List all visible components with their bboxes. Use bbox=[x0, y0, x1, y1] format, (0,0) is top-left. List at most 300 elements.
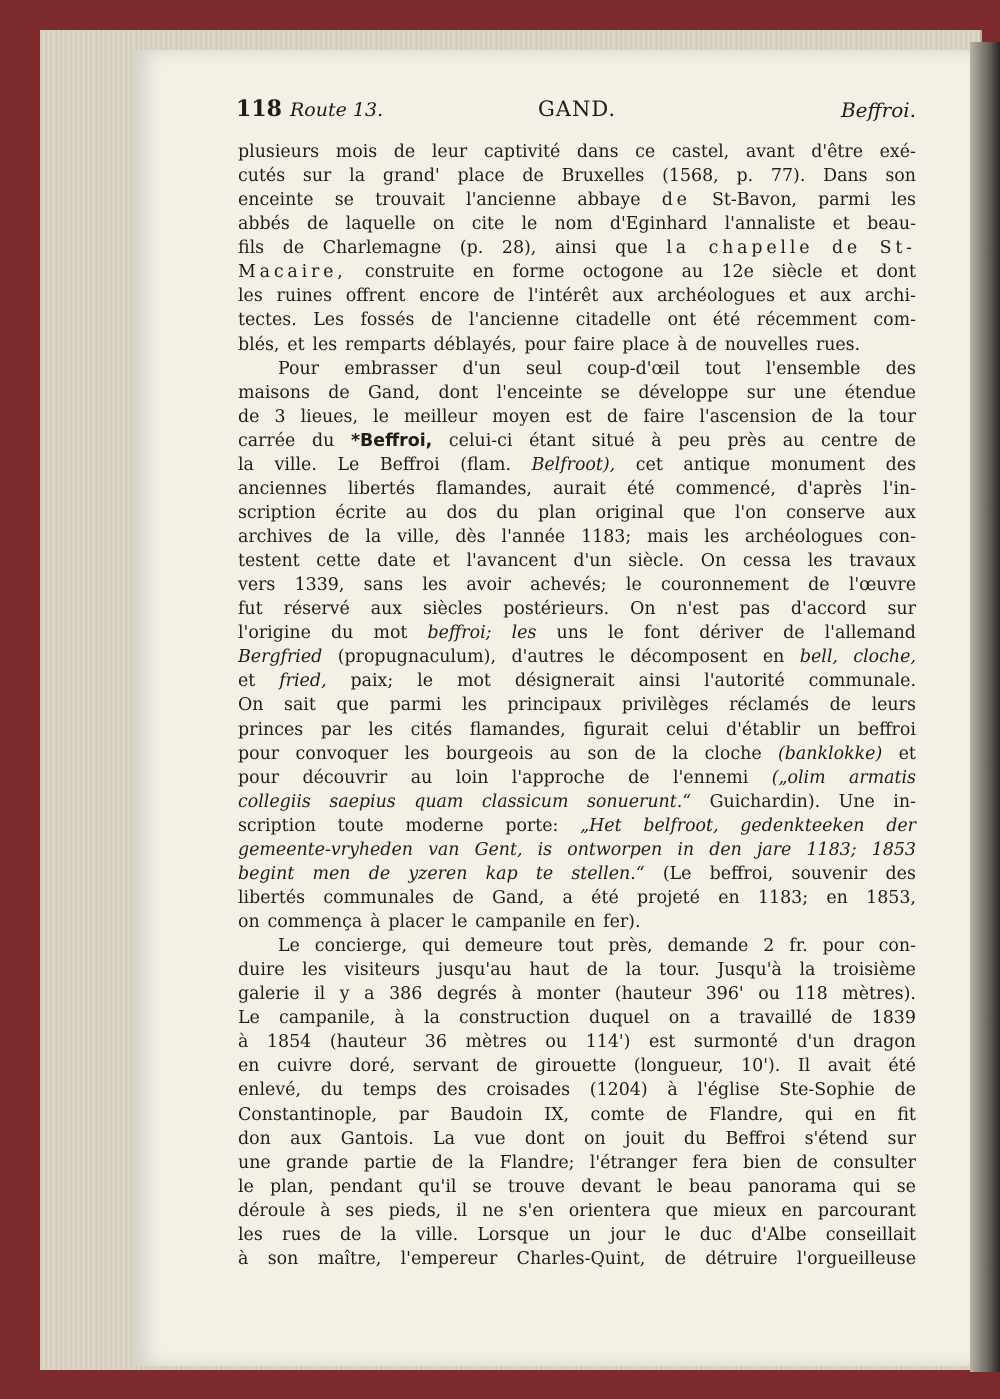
word: forme bbox=[512, 262, 565, 283]
word: paix; bbox=[350, 671, 394, 692]
word: 1839 bbox=[871, 1008, 916, 1029]
word: à bbox=[667, 1080, 678, 1101]
word: s'en bbox=[518, 1200, 554, 1221]
word: pour bbox=[238, 743, 280, 764]
word: son bbox=[587, 743, 619, 764]
word: plusieurs bbox=[238, 142, 320, 162]
text-line bbox=[238, 140, 916, 164]
word: den bbox=[709, 839, 742, 860]
word: (flam. bbox=[460, 454, 511, 475]
word: Jusqu'à bbox=[717, 960, 782, 981]
text-line bbox=[238, 381, 916, 405]
word: carrée bbox=[238, 430, 296, 451]
word: un bbox=[568, 1224, 591, 1245]
word: duire bbox=[238, 960, 285, 981]
word: réclamés bbox=[729, 695, 810, 716]
section-heading: Beffroi. bbox=[840, 98, 916, 122]
word: libertés bbox=[347, 478, 415, 499]
word: remparts bbox=[345, 334, 426, 355]
word: Le bbox=[337, 454, 360, 475]
word: faire bbox=[643, 406, 685, 427]
word: du bbox=[311, 430, 335, 451]
word: cessa bbox=[742, 551, 792, 572]
word: de bbox=[493, 286, 515, 307]
word: de bbox=[430, 310, 453, 331]
word: Gand, bbox=[492, 887, 545, 908]
word: ont bbox=[667, 310, 697, 331]
word: Lorsque bbox=[477, 1224, 550, 1245]
word: pendant bbox=[329, 1176, 403, 1197]
word: parmi bbox=[818, 190, 870, 211]
word: des bbox=[885, 863, 916, 884]
word: On bbox=[700, 551, 727, 572]
word: aux bbox=[370, 599, 403, 620]
word: a bbox=[562, 887, 573, 908]
word: d'autres bbox=[511, 647, 584, 668]
word: laquelle bbox=[345, 214, 416, 235]
word: de bbox=[695, 334, 717, 355]
word: le bbox=[656, 1176, 673, 1197]
word: des bbox=[885, 454, 916, 475]
word: l'on bbox=[734, 502, 767, 523]
word: découvrir bbox=[302, 767, 388, 788]
word: sans bbox=[363, 575, 404, 596]
word: la bbox=[380, 1224, 397, 1245]
word: de bbox=[894, 430, 916, 451]
word: ou bbox=[758, 984, 780, 1005]
word: gedenkteeken bbox=[740, 815, 865, 836]
word: Beffroi bbox=[725, 1128, 786, 1149]
word: 2 bbox=[763, 936, 775, 957]
word: armatis bbox=[848, 767, 916, 788]
word: pour bbox=[822, 936, 864, 957]
word: campanile, bbox=[279, 1008, 376, 1029]
word: à bbox=[511, 984, 522, 1005]
word: de bbox=[811, 406, 833, 427]
word: on bbox=[583, 1128, 606, 1149]
text-line bbox=[238, 742, 916, 766]
word: les bbox=[368, 719, 393, 740]
word: Il bbox=[797, 1056, 811, 1077]
word: travaux bbox=[849, 551, 916, 572]
word: Le bbox=[238, 1008, 260, 1029]
word: couronnement bbox=[661, 575, 789, 596]
word: décomposent bbox=[630, 647, 748, 668]
word: situé bbox=[591, 430, 635, 451]
text-line bbox=[238, 597, 916, 621]
word: des bbox=[885, 358, 916, 379]
word: monter bbox=[536, 984, 601, 1005]
word: yzeren bbox=[408, 863, 468, 884]
word: de bbox=[238, 406, 260, 427]
word: qui bbox=[852, 1176, 881, 1197]
word: degrés bbox=[436, 984, 497, 1005]
word: surmonté bbox=[693, 1032, 778, 1053]
word: belfroot, bbox=[643, 815, 719, 836]
word: moderne bbox=[405, 815, 484, 836]
word: de bbox=[328, 527, 350, 547]
word: de bbox=[452, 887, 474, 908]
word: jouit bbox=[624, 1128, 665, 1149]
word: les bbox=[422, 575, 448, 596]
word: ruines bbox=[276, 286, 332, 307]
word: mais bbox=[647, 527, 689, 547]
word: offrent bbox=[345, 286, 406, 307]
word: été bbox=[591, 887, 619, 908]
word: que bbox=[615, 238, 648, 259]
word: le bbox=[373, 406, 389, 427]
word: il bbox=[456, 1200, 468, 1221]
word: don bbox=[238, 1128, 271, 1149]
text-line bbox=[238, 284, 916, 308]
word: porte: bbox=[505, 815, 559, 836]
word: demeure bbox=[464, 936, 543, 957]
word: la bbox=[799, 960, 816, 981]
word: meilleur bbox=[403, 406, 478, 427]
word: les bbox=[238, 286, 263, 307]
word: parcourant bbox=[817, 1200, 916, 1221]
word: l'enceinte bbox=[496, 382, 583, 403]
word: campanile bbox=[475, 912, 566, 932]
word: près bbox=[727, 430, 767, 451]
word: jare bbox=[756, 839, 792, 860]
word: l'approche bbox=[511, 767, 605, 788]
word: et bbox=[238, 671, 256, 692]
word: au bbox=[681, 262, 704, 283]
text-line bbox=[238, 573, 916, 597]
text-line bbox=[238, 453, 916, 477]
word: de bbox=[666, 1104, 688, 1125]
word: grand' bbox=[382, 166, 440, 187]
word: commencé, bbox=[675, 478, 776, 499]
word: nouvelles bbox=[724, 334, 809, 355]
word: La bbox=[433, 1128, 455, 1149]
word: 36 bbox=[424, 1032, 447, 1053]
text-line bbox=[238, 1247, 916, 1271]
word: de bbox=[393, 142, 416, 162]
route-label: Route 13. bbox=[290, 99, 384, 121]
word: plan, bbox=[269, 1176, 314, 1197]
word: (p. bbox=[459, 238, 484, 259]
word: archéologues bbox=[744, 527, 863, 547]
word: Beffroi bbox=[379, 454, 440, 475]
word: à bbox=[394, 1008, 405, 1029]
word: l'année bbox=[501, 527, 566, 547]
word: (banklokke) bbox=[778, 743, 883, 764]
word: de bbox=[307, 214, 329, 235]
word: encore bbox=[419, 286, 480, 307]
word: sonuerunt.“ bbox=[586, 791, 692, 812]
word: mieux bbox=[713, 1200, 767, 1221]
word: l'étranger bbox=[589, 1152, 678, 1173]
word: (hauteur bbox=[614, 984, 692, 1005]
word: à bbox=[651, 430, 662, 451]
word: 28), bbox=[501, 238, 537, 259]
word: près, bbox=[608, 936, 653, 957]
word: maître, bbox=[317, 1248, 382, 1269]
word: conserve bbox=[786, 502, 866, 523]
word: pour bbox=[524, 334, 566, 355]
word: privilèges bbox=[621, 695, 709, 716]
word: 1339, bbox=[294, 575, 345, 596]
word: a bbox=[364, 984, 375, 1005]
word: beffroi bbox=[857, 719, 916, 740]
word: demande bbox=[667, 936, 749, 957]
word: archi- bbox=[864, 286, 916, 307]
word: se bbox=[600, 382, 621, 403]
word: du bbox=[320, 1080, 344, 1101]
word: on bbox=[238, 912, 260, 932]
text-line bbox=[238, 477, 916, 501]
word: (hauteur bbox=[329, 1032, 407, 1053]
word: qui bbox=[804, 1104, 833, 1125]
word: tout bbox=[557, 936, 594, 957]
word: des bbox=[436, 1080, 467, 1101]
word: 1853 bbox=[871, 839, 916, 860]
word: van bbox=[428, 839, 460, 860]
word: doré, bbox=[349, 1056, 396, 1077]
text-line bbox=[238, 838, 916, 862]
word: l'œuvre bbox=[848, 575, 916, 596]
text-line bbox=[238, 308, 916, 332]
word: galerie bbox=[238, 984, 300, 1005]
word: trouve bbox=[507, 1176, 565, 1197]
word: avait bbox=[827, 1056, 871, 1077]
word: les bbox=[312, 334, 338, 355]
word: Macaire, bbox=[238, 262, 347, 283]
word: aux bbox=[884, 502, 916, 523]
word: postérieurs. bbox=[503, 599, 610, 620]
word: dès bbox=[455, 527, 486, 547]
word: scription bbox=[238, 502, 316, 523]
word: le bbox=[598, 647, 615, 668]
word: archives bbox=[238, 527, 313, 547]
text-line bbox=[238, 621, 916, 645]
word: du bbox=[331, 623, 354, 644]
word: 396' bbox=[705, 984, 744, 1005]
word: ce bbox=[635, 142, 656, 162]
word: d'être bbox=[811, 142, 863, 162]
word: consulter bbox=[833, 1152, 916, 1173]
word: et bbox=[287, 334, 305, 355]
word: bourgeois bbox=[445, 743, 534, 764]
word: leur bbox=[431, 142, 468, 162]
word: seul bbox=[525, 358, 562, 379]
text-line bbox=[238, 236, 916, 260]
word: Belfroot), bbox=[531, 454, 616, 475]
word: se bbox=[334, 190, 354, 211]
text-line bbox=[238, 1199, 916, 1223]
word: Gantois. bbox=[340, 1128, 414, 1149]
word: IX, bbox=[544, 1104, 570, 1125]
word: le bbox=[521, 214, 538, 235]
word: et bbox=[840, 262, 858, 283]
text-line bbox=[238, 766, 916, 790]
word: der bbox=[886, 815, 916, 836]
word: conseillait bbox=[825, 1224, 916, 1245]
word: de bbox=[328, 382, 350, 403]
word: jusqu'au bbox=[437, 960, 512, 981]
word: l'intérêt bbox=[528, 286, 599, 307]
word: l'église bbox=[697, 1080, 760, 1101]
word: qu'il bbox=[418, 1176, 457, 1197]
word: siècle bbox=[772, 262, 823, 283]
text-line bbox=[238, 958, 916, 982]
word: beau- bbox=[867, 214, 916, 235]
word: communales bbox=[323, 887, 435, 908]
text-line bbox=[238, 1054, 916, 1078]
word: grande bbox=[286, 1152, 349, 1173]
word: chapelle bbox=[708, 238, 814, 259]
word: la bbox=[666, 238, 690, 259]
word: comte bbox=[590, 1104, 645, 1125]
word: bien bbox=[743, 1152, 782, 1173]
text-line bbox=[238, 669, 916, 693]
word: mètres). bbox=[842, 984, 916, 1005]
word: la bbox=[625, 960, 642, 981]
word: n'est bbox=[676, 599, 719, 620]
word: de bbox=[628, 767, 650, 788]
word: figurait bbox=[583, 719, 649, 740]
word: convoquer bbox=[295, 743, 389, 764]
word: cette bbox=[316, 551, 361, 572]
word: St-Bavon, bbox=[711, 190, 797, 211]
word: Gand, bbox=[368, 382, 421, 403]
text-line bbox=[238, 862, 916, 886]
word: il bbox=[314, 984, 326, 1005]
word: étendue bbox=[844, 382, 916, 403]
word: visiteurs bbox=[344, 960, 420, 981]
word: girouette bbox=[535, 1056, 617, 1077]
word: pas bbox=[739, 599, 770, 620]
word: le bbox=[238, 1176, 254, 1197]
word: une bbox=[793, 382, 827, 403]
text-line bbox=[238, 718, 916, 742]
text-line bbox=[238, 1127, 916, 1151]
word: con- bbox=[878, 527, 916, 547]
word: a bbox=[709, 1008, 720, 1029]
word: citadelle bbox=[575, 310, 652, 331]
word: dragon bbox=[853, 1032, 916, 1053]
word: Flandre; bbox=[499, 1152, 575, 1173]
word: moyen bbox=[492, 406, 551, 427]
text-line bbox=[238, 501, 916, 525]
word: *Beffroi, bbox=[350, 430, 433, 451]
word: panorama bbox=[747, 1176, 837, 1197]
word: Constantinople, bbox=[238, 1104, 378, 1125]
word: à bbox=[370, 912, 381, 932]
word: réservé bbox=[283, 599, 350, 620]
word: que bbox=[665, 1200, 699, 1221]
word: font bbox=[643, 623, 680, 644]
word: dans bbox=[576, 142, 619, 162]
word: Les bbox=[313, 310, 345, 331]
word: au bbox=[782, 430, 805, 451]
word: l'orgueilleuse bbox=[796, 1248, 916, 1269]
word: d'Albe bbox=[751, 1224, 807, 1245]
word: anciennes bbox=[238, 478, 327, 499]
word: l'ennemi bbox=[672, 767, 749, 788]
word: de bbox=[606, 406, 629, 427]
word: travaillé bbox=[739, 1008, 812, 1029]
word: pieds, bbox=[388, 1200, 442, 1221]
word: celui-ci bbox=[448, 430, 513, 451]
word: développe bbox=[638, 382, 729, 403]
word: été bbox=[626, 478, 655, 499]
word: ainsi bbox=[554, 238, 597, 259]
word: l'annaliste bbox=[724, 214, 816, 235]
word: de bbox=[796, 1152, 818, 1173]
word: exé- bbox=[879, 142, 916, 162]
word: 386 bbox=[389, 984, 423, 1005]
word: plan bbox=[537, 502, 577, 523]
word: ville, bbox=[397, 527, 440, 547]
word: Bergfried bbox=[238, 647, 323, 668]
text-line bbox=[238, 164, 916, 188]
word: vers bbox=[238, 575, 276, 596]
word: d'un bbox=[462, 358, 501, 379]
word: On bbox=[630, 599, 656, 620]
word: stellen.“ bbox=[571, 863, 645, 884]
word: „Het bbox=[580, 815, 622, 836]
word: le bbox=[664, 1224, 681, 1245]
book-gutter bbox=[970, 42, 1000, 1372]
word: (propugnaculum), bbox=[337, 647, 496, 668]
word: octogone bbox=[582, 262, 664, 283]
word: sait bbox=[284, 695, 316, 716]
word: l'in- bbox=[883, 478, 916, 499]
word: détruire bbox=[705, 1248, 778, 1269]
word: la bbox=[238, 454, 254, 475]
word: fera bbox=[692, 1152, 728, 1173]
word: aux bbox=[819, 286, 852, 307]
word: p. bbox=[736, 166, 754, 187]
text-line bbox=[238, 260, 916, 284]
word: à bbox=[320, 1200, 331, 1221]
word: que bbox=[682, 502, 716, 523]
text-line bbox=[238, 1103, 916, 1127]
text-line bbox=[238, 1078, 916, 1102]
word: ou bbox=[545, 1032, 568, 1053]
word: Charlemagne bbox=[322, 238, 442, 259]
word: de bbox=[368, 863, 391, 884]
word: cutés bbox=[238, 166, 286, 187]
word: beau bbox=[688, 1176, 732, 1197]
word: au bbox=[549, 743, 572, 764]
word: qui bbox=[421, 936, 450, 957]
word: les bbox=[404, 743, 430, 764]
word: en bbox=[472, 262, 495, 283]
word: peu bbox=[678, 430, 711, 451]
text-line bbox=[238, 1175, 916, 1199]
word: d'un bbox=[796, 1032, 835, 1053]
word: la bbox=[423, 1008, 440, 1029]
word: embrasser bbox=[344, 358, 438, 379]
word: On bbox=[238, 695, 264, 716]
word: siècles bbox=[423, 599, 483, 620]
word: Flandre, bbox=[708, 1104, 784, 1125]
word: se bbox=[896, 1176, 916, 1197]
word: les bbox=[807, 551, 833, 572]
word: déblayés, bbox=[433, 334, 517, 355]
word: servant bbox=[412, 1056, 479, 1077]
word: cet bbox=[635, 454, 663, 475]
text-line bbox=[238, 645, 916, 669]
word: de bbox=[831, 1008, 853, 1029]
word: et bbox=[898, 743, 916, 764]
word: le bbox=[625, 575, 642, 596]
word: (1204) bbox=[589, 1080, 648, 1101]
